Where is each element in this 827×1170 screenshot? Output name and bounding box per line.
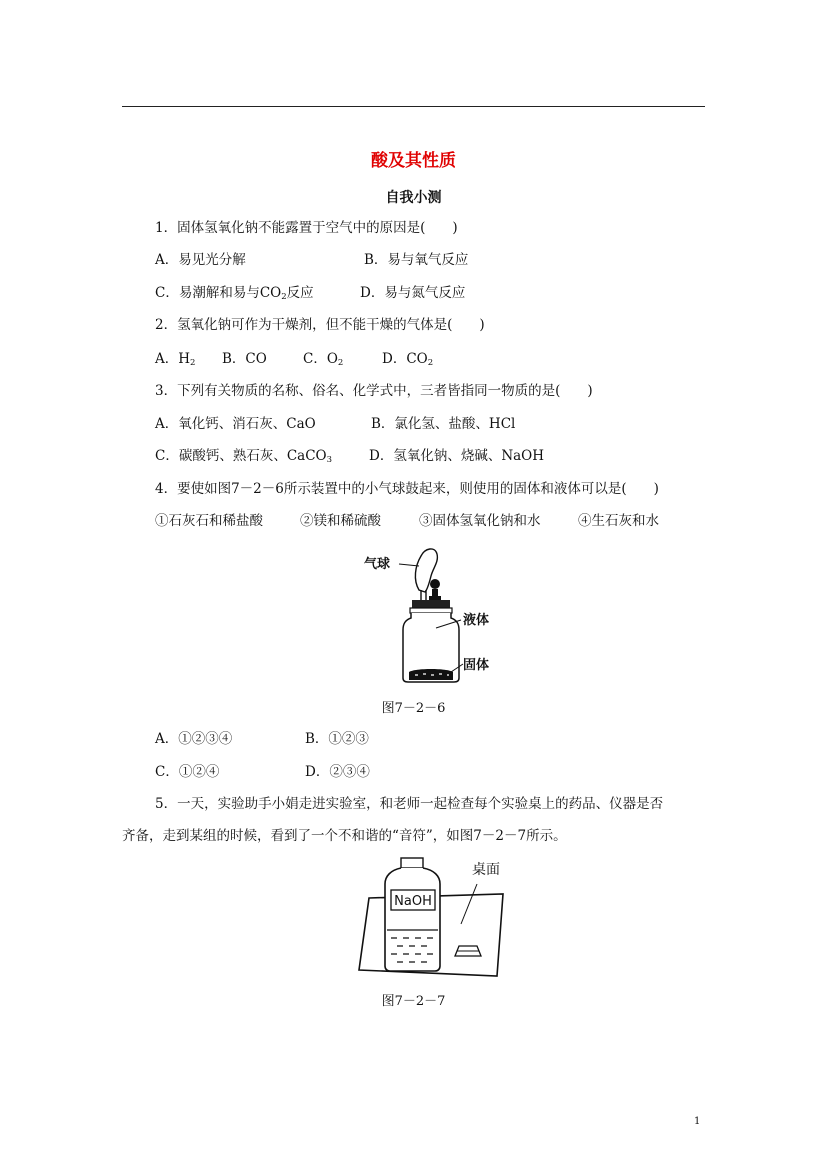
q1-option-d: D．易与氮气反应 <box>360 285 466 301</box>
q1-stem: 1．固体氢氧化钠不能露置于空气中的原因是( ) <box>155 220 458 236</box>
q4-choice-2: ②镁和稀硫酸 <box>300 513 381 529</box>
q2-stem: 2．氢氧化钠可作为干燥剂，但不能干燥的气体是( ) <box>155 317 485 333</box>
q4-choice-4: ④生石灰和水 <box>578 513 659 529</box>
q4-option-a: A．①②③④ <box>155 731 233 747</box>
q3-option-d: D．氢氧化钠、烧碱、NaOH <box>369 448 545 464</box>
q3-option-b: B．氯化氢、盐酸、HCl <box>371 416 516 432</box>
q4-option-b: B．①②③ <box>305 731 369 747</box>
q2-option-d: D．$CO_2$ <box>382 351 434 368</box>
reagent-bottle <box>385 868 440 971</box>
naoh-bottle-figure <box>355 854 511 980</box>
q1-option-b: B．易与氧气反应 <box>364 252 469 268</box>
q1-option-a: A．易见光分解 <box>155 252 246 268</box>
label-liquid: 液体 <box>463 613 490 628</box>
q1-option-c: C．易潮解和易与$CO_2$反应 <box>155 285 314 302</box>
q3-option-a: A．氧化钙、消石灰、CaO <box>155 416 316 432</box>
page-number: 1 <box>694 1116 701 1127</box>
q2-option-b: B．CO <box>222 351 267 367</box>
q4-option-d: D．②③④ <box>305 764 370 780</box>
header-rule <box>122 106 705 107</box>
q3-stem: 3．下列有关物质的名称、俗名、化学式中，三者皆指同一物质的是( ) <box>155 383 593 399</box>
q4-choice-1: ①石灰石和稀盐酸 <box>155 513 263 529</box>
figure-7-2-7-caption: 图7－2－7 <box>381 994 446 1009</box>
q4-option-c: C．①②④ <box>155 764 220 780</box>
q5-line-2: 齐备，走到某组的时候，看到了一个不和谐的“音符”，如图7－2－7所示。 <box>122 828 567 844</box>
bottle-label: NaOH <box>394 894 432 909</box>
page-title: 酸及其性质 <box>371 151 456 171</box>
section-subtitle: 自我小测 <box>385 190 442 206</box>
q2-option-a: A．$H_2$ <box>155 351 196 368</box>
q4-choice-3: ③固体氢氧化钠和水 <box>419 513 541 529</box>
figure-7-2-6-caption: 图7－2－6 <box>381 701 446 716</box>
q5-line-1: 5．一天，实验助手小娟走进实验室，和老师一起检查每个实验桌上的药品、仪器是否 <box>155 796 664 812</box>
q4-stem: 4．要使如图7－2－6所示装置中的小气球鼓起来，则使用的固体和液体可以是( ) <box>155 481 659 497</box>
label-balloon: 气球 <box>364 557 391 572</box>
q3-option-c: C．碳酸钙、熟石灰、CaCO$_3$ <box>155 448 333 465</box>
stopcock-knob <box>430 579 440 589</box>
label-solid: 固体 <box>463 658 490 673</box>
q2-option-c: C．$O_2$ <box>303 351 344 368</box>
label-table: 桌面 <box>472 862 500 878</box>
balloon-apparatus-figure <box>355 544 505 686</box>
